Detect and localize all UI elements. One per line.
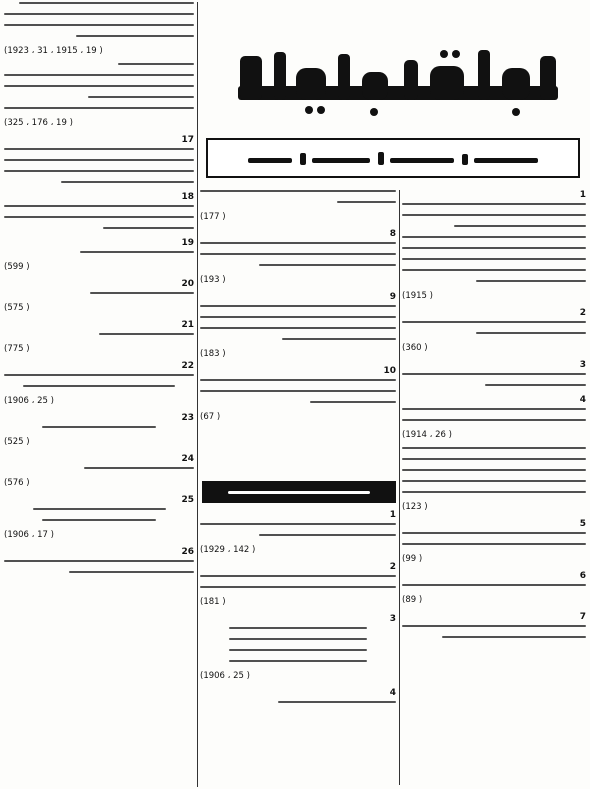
paragraph xyxy=(402,571,586,605)
paragraph xyxy=(4,279,194,313)
column-rule xyxy=(399,190,400,785)
reference: (67 ) xyxy=(200,412,221,422)
article-number: 26 xyxy=(181,547,194,557)
title-calligraphy xyxy=(234,46,562,122)
paragraph xyxy=(4,547,194,573)
paragraph xyxy=(200,614,396,681)
paragraph xyxy=(402,519,586,564)
paragraph xyxy=(4,495,194,540)
reference: (123 ) xyxy=(402,502,428,512)
article-number: 10 xyxy=(383,366,396,376)
article-number: 1 xyxy=(389,510,396,520)
paragraph xyxy=(4,135,194,183)
paragraph xyxy=(4,107,194,128)
paragraph xyxy=(200,229,396,285)
reference: (325 ، 176 ، 19 ) xyxy=(4,118,73,128)
article-number: 3 xyxy=(389,614,396,624)
paragraph xyxy=(4,74,194,98)
paragraph xyxy=(4,454,194,488)
article-number: 21 xyxy=(181,320,194,330)
paragraph xyxy=(4,192,194,229)
reference: (1923 ، 31 ، 1915 ، 19 ) xyxy=(4,46,103,56)
article-number: 1 xyxy=(579,190,586,200)
reference: (576 ) xyxy=(4,478,30,488)
article-number: 8 xyxy=(389,229,396,239)
paragraph xyxy=(200,292,396,359)
right-column xyxy=(402,190,586,785)
paragraph xyxy=(402,190,586,227)
article-number: 5 xyxy=(579,519,586,529)
paragraph xyxy=(4,238,194,272)
appeal-heading-box xyxy=(206,138,580,178)
reference: (1915 ) xyxy=(402,291,433,301)
paragraph xyxy=(402,236,586,301)
article-number: 2 xyxy=(579,308,586,318)
reference: (599 ) xyxy=(4,262,30,272)
article-number: 4 xyxy=(579,395,586,405)
article-number: 7 xyxy=(579,612,586,622)
paragraph xyxy=(4,361,194,406)
paragraph xyxy=(402,360,586,386)
reference: (360 ) xyxy=(402,343,428,353)
paragraph xyxy=(200,688,396,703)
appeal-heading-calligraphy xyxy=(248,150,538,168)
reference: (1914 ، 26 ) xyxy=(402,430,452,440)
author-heading xyxy=(202,481,396,503)
article-number: 19 xyxy=(181,238,194,248)
article-number: 2 xyxy=(389,562,396,572)
column-rule xyxy=(197,2,198,787)
paragraph xyxy=(200,366,396,422)
paragraph xyxy=(200,562,396,607)
reference: (1929 ، 142 ) xyxy=(200,545,256,555)
reference: (1906 ، 25 ) xyxy=(4,396,54,406)
reference: (575 ) xyxy=(4,303,30,313)
author-heading-calligraphy xyxy=(228,491,370,494)
reference: (775 ) xyxy=(4,344,30,354)
article-number: 24 xyxy=(181,454,194,464)
paragraph xyxy=(402,447,586,512)
reference: (99 ) xyxy=(402,554,423,564)
article-number: 3 xyxy=(579,360,586,370)
reference: (1906 ، 25 ) xyxy=(200,671,250,681)
reference: (525 ) xyxy=(4,437,30,447)
paragraph xyxy=(4,320,194,354)
article-number: 4 xyxy=(389,688,396,698)
reference: (181 ) xyxy=(200,597,226,607)
reference: (193 ) xyxy=(200,275,226,285)
middle-column-lower xyxy=(200,510,396,785)
article-number: 25 xyxy=(181,495,194,505)
reference: (1906 ، 17 ) xyxy=(4,530,54,540)
article-number: 20 xyxy=(181,279,194,289)
paragraph xyxy=(200,510,396,555)
article-number: 9 xyxy=(389,292,396,302)
paragraph xyxy=(4,2,194,65)
paragraph xyxy=(402,308,586,353)
article-number: 6 xyxy=(579,571,586,581)
reference: (89 ) xyxy=(402,595,423,605)
article-number: 17 xyxy=(181,135,194,145)
reference: (177 ) xyxy=(200,212,226,222)
article-number: 18 xyxy=(181,192,194,202)
article-number: 23 xyxy=(181,413,194,423)
reference: (183 ) xyxy=(200,349,226,359)
paragraph xyxy=(200,190,396,222)
header xyxy=(200,2,586,134)
paragraph xyxy=(402,612,586,638)
left-column xyxy=(4,2,194,787)
paragraph xyxy=(402,395,586,440)
paragraph xyxy=(4,413,194,447)
article-number: 22 xyxy=(181,361,194,371)
